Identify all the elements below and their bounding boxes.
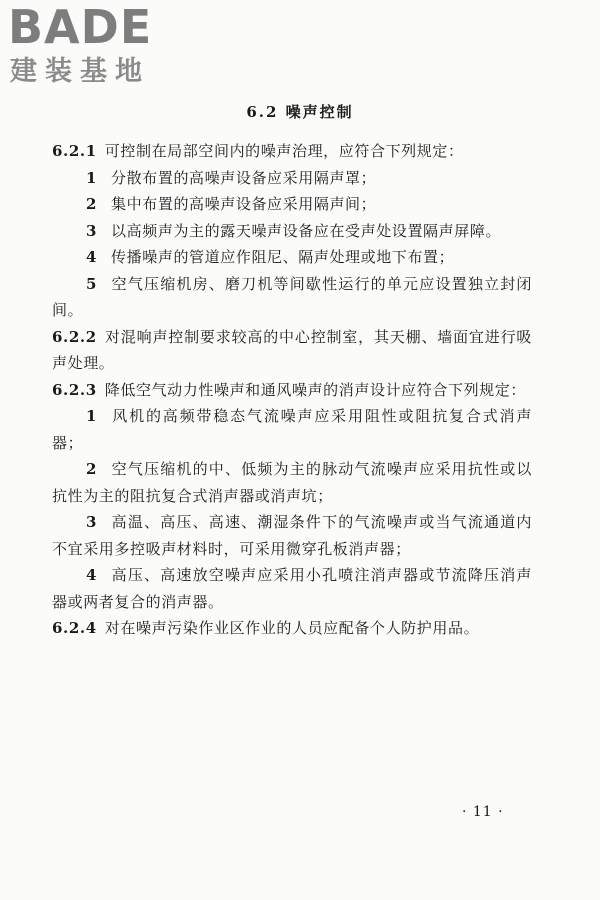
clause-number: 6.2.3: [52, 380, 97, 399]
document-body: [52, 138, 532, 642]
list-item: [52, 244, 532, 271]
clause-number: 6.2.1: [52, 142, 97, 160]
clause-text: 对在噪声污染作业区作业的人员应配备个人防护用品。: [104, 619, 480, 637]
item-number: 2: [86, 460, 98, 478]
list-item: [52, 456, 532, 509]
logo-latin-text: BADE: [8, 0, 153, 54]
list-item: [52, 165, 532, 192]
logo-cjk-text: 建装基地: [10, 56, 150, 87]
item-number: 5: [86, 274, 98, 293]
list-item: [52, 218, 532, 245]
list-item: [52, 271, 532, 324]
clause-text: 可控制在局部空间内的噪声治理，应符合下列规定：: [104, 142, 464, 160]
item-text: 空气压缩机的中、低频为主的脉动气流噪声应采用抗性或以抗性为主的阻抗复合式消声器或消声坑；: [52, 460, 532, 505]
item-text: 分散布置的高噪声设备应采用隔声罩；: [111, 168, 377, 187]
clause-6-2-4: [52, 615, 532, 642]
clause-6-2-2: [52, 324, 532, 377]
item-number: 2: [86, 195, 98, 213]
item-number: 4: [86, 248, 98, 266]
clause-6-2-1: [52, 138, 532, 165]
page-number: · 11 ·: [462, 804, 504, 820]
item-text: 集中布置的高噪声设备应采用隔声间；: [111, 195, 377, 213]
list-item: [52, 509, 532, 562]
item-text: 高温、高压、高速、潮湿条件下的气流噪声或当气流通道内不宜采用多控吸声材料时，可采用微穿孔板消声器；: [52, 513, 532, 558]
clause-number: 6.2.2: [52, 327, 97, 346]
list-item: [52, 403, 532, 456]
item-text: 传播噪声的管道应作阻尼、隔声处理或地下布置；: [111, 248, 455, 266]
item-number: 1: [86, 168, 98, 187]
clause-6-2-3: [52, 377, 532, 404]
list-item: [52, 191, 532, 218]
item-text: 空气压缩机房、磨刀机等间歇性运行的单元应设置独立封闭间。: [52, 274, 532, 319]
item-number: 3: [86, 513, 98, 531]
logo: [8, 2, 178, 94]
section-title: 6.2 噪声控制: [246, 103, 354, 121]
clause-number: 6.2.4: [52, 619, 97, 637]
item-text: 风机的高频带稳态气流噪声应采用阻性或阻抗复合式消声器；: [52, 407, 532, 452]
clause-text: 对混响声控制要求较高的中心控制室，其天棚、墙面宜进行吸声处理。: [52, 327, 532, 372]
item-text: 高压、高速放空噪声应采用小孔喷注消声器或节流降压消声器或两者复合的消声器。: [52, 566, 532, 611]
clause-text: 降低空气动力性噪声和通风噪声的消声设计应符合下列规定：: [104, 380, 526, 399]
item-number: 3: [86, 221, 98, 240]
item-number: 4: [86, 566, 98, 584]
item-text: 以高频声为主的露天噪声设备应在受声处设置隔声屏障。: [111, 221, 502, 240]
item-number: 1: [86, 407, 98, 425]
list-item: [52, 562, 532, 615]
